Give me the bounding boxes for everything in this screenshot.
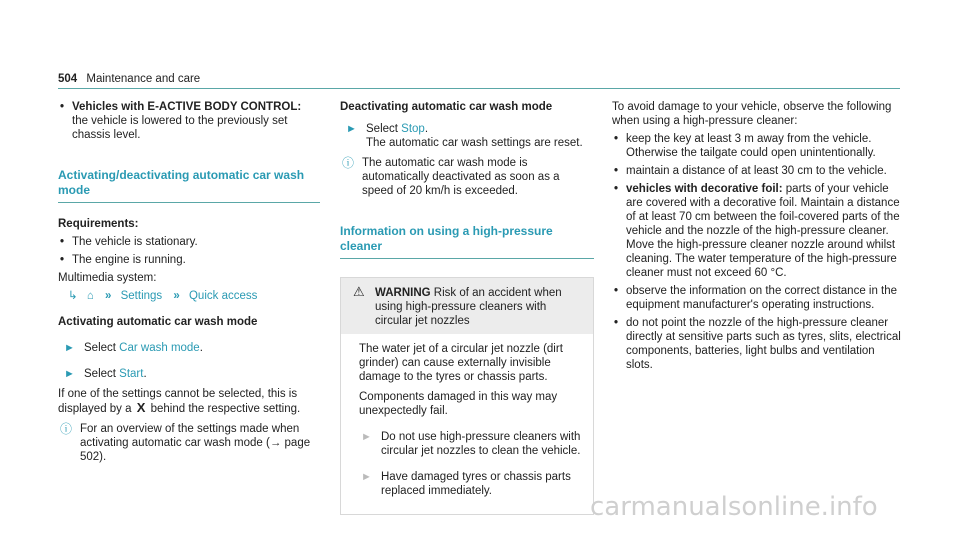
bullet-icon: •	[614, 165, 619, 177]
column-2	[340, 100, 594, 515]
info-icon: ⓘ	[342, 156, 355, 170]
step-arrow-icon: ►	[64, 342, 75, 354]
nav-settings: Settings	[120, 290, 163, 302]
warning-label: WARNING	[375, 287, 431, 299]
paragraph	[58, 387, 320, 416]
paragraph-text: If one of the settings cannot be selected, this is displayed by a	[58, 388, 298, 415]
list-item	[612, 132, 902, 160]
step-item	[359, 470, 583, 498]
requirement-text: The engine is running.	[72, 254, 186, 266]
column-1	[58, 100, 320, 470]
step-item	[58, 367, 320, 381]
note	[340, 156, 594, 198]
section-name: Maintenance and care	[86, 73, 201, 85]
bullet-text: maintain a distance of at least 30 cm to the vehicle.	[626, 165, 887, 177]
bullet-icon: •	[614, 285, 619, 297]
list-item	[612, 164, 902, 178]
note-text: The automatic car wash mode is automatically deactivated as soon as a speed of 20 km/h is exceeded.	[362, 157, 560, 197]
bullet-icon: •	[60, 254, 65, 266]
chevron-right-icon: »	[173, 290, 180, 302]
chevron-right-icon: »	[105, 290, 112, 302]
watermark: carmanualsonline.info	[590, 492, 878, 522]
step-arrow-icon: ►	[361, 471, 372, 483]
step-item	[359, 430, 583, 458]
bullet-icon: •	[614, 317, 619, 329]
x-icon: X	[136, 400, 146, 415]
step-arrow-icon: ►	[64, 368, 75, 380]
warning-paragraph: The water jet of a circular jet nozzle (dirt grinder) can cause externally invisible damage to the tyres or chassis parts.	[359, 343, 563, 383]
nav-quick-access: Quick access	[188, 290, 258, 302]
step-text: Do not use high-pressure cleaners with circular jet nozzles to clean the vehicle.	[381, 431, 581, 457]
list-item	[58, 235, 320, 249]
menu-label-car-wash-mode: Car wash mode	[119, 342, 200, 354]
step-text: Have damaged tyres or chassis parts replaced immediately.	[381, 471, 571, 497]
paragraph-text: behind the respective setting.	[150, 403, 301, 415]
warning-header	[341, 278, 593, 334]
warning-text: Risk of an accident when using high-pressure cleaners with circular jet nozzles	[375, 287, 562, 327]
step-text: .	[424, 123, 429, 135]
header-rule	[58, 88, 900, 89]
multimedia-label: Multimedia system:	[58, 272, 157, 284]
home-icon: ⌂	[86, 290, 94, 302]
warning-box	[340, 277, 594, 515]
menu-label-start: Start	[119, 368, 144, 380]
note	[58, 422, 320, 464]
step-text: Select	[84, 342, 120, 354]
bullet-text: parts of your vehicle are covered with a decorative foil. Maintain a distance of at least 70 cm between the foil-covered parts of the vehicle and the nozzle of the high-pressure cleaner. Move the high-pressure cleaner nozzle around whilst cleaning. The water temperature of the high-pressure cleaner must not exceed 60 °C.	[626, 183, 900, 279]
step-item	[58, 341, 320, 355]
step-text: .	[199, 342, 203, 354]
step-text: Select	[84, 368, 120, 380]
page-number: 504	[58, 73, 78, 85]
bullet-text: the vehicle is lowered to the previously set chassis level.	[72, 115, 288, 141]
list-item	[58, 253, 320, 267]
bullet-bold: vehicles with decorative foil:	[626, 183, 783, 195]
step-arrow-icon: ►	[346, 123, 357, 135]
list-item	[58, 100, 320, 142]
return-arrow-icon: ↳	[68, 290, 78, 302]
list-item	[612, 284, 902, 312]
warning-icon: ⚠	[353, 284, 365, 299]
section-title: Activating/deactivating automatic car wash mode	[58, 168, 305, 197]
bullet-bold: Vehicles with E-ACTIVE BODY CONTROL:	[72, 101, 302, 113]
info-icon: ⓘ	[60, 422, 73, 436]
step-text: Select	[366, 123, 402, 135]
menu-label-stop: Stop	[401, 123, 425, 135]
warning-paragraph: Components damaged in this way may unexpectedly fail.	[359, 391, 558, 417]
section-rule	[340, 258, 594, 259]
section-title: Information on using a high-pressure cleaner	[340, 224, 553, 253]
bullet-icon: •	[614, 133, 619, 145]
page-header	[58, 72, 200, 86]
step-item	[340, 122, 594, 150]
bullet-text: observe the information on the correct distance in the equipment manufacturer's operating instructions.	[626, 285, 898, 311]
note-text: For an overview of the settings made when activating automatic car wash mode (→ page 502).	[80, 423, 311, 463]
requirements-label: Requirements:	[58, 218, 139, 230]
bullet-text: keep the key at least 3 m away from the vehicle. Otherwise the tailgate could open unintentionally.	[626, 133, 876, 159]
bullet-text: do not point the nozzle of the high-pressure cleaner directly at sensitive parts such as tyres, slits, electrical components, batteries, light bulbs and ventilation slots.	[626, 317, 901, 371]
bullet-icon: •	[60, 101, 65, 113]
list-item	[612, 316, 902, 372]
intro-paragraph: To avoid damage to your vehicle, observe the following when using a high-pressure cleaner:	[612, 101, 892, 127]
list-item	[612, 182, 902, 280]
breadcrumb	[68, 289, 320, 303]
activating-heading: Activating automatic car wash mode	[58, 316, 258, 328]
deactivating-heading: Deactivating automatic car wash mode	[340, 101, 553, 113]
bullet-icon: •	[60, 236, 65, 248]
step-text: .	[143, 368, 147, 380]
column-3	[612, 100, 902, 376]
warning-body	[341, 334, 593, 514]
bullet-icon: •	[614, 183, 619, 195]
requirement-text: The vehicle is stationary.	[72, 236, 198, 248]
step-arrow-icon: ►	[361, 431, 372, 443]
section-rule	[58, 202, 320, 203]
step-result: The automatic car wash settings are reset.	[366, 137, 583, 149]
